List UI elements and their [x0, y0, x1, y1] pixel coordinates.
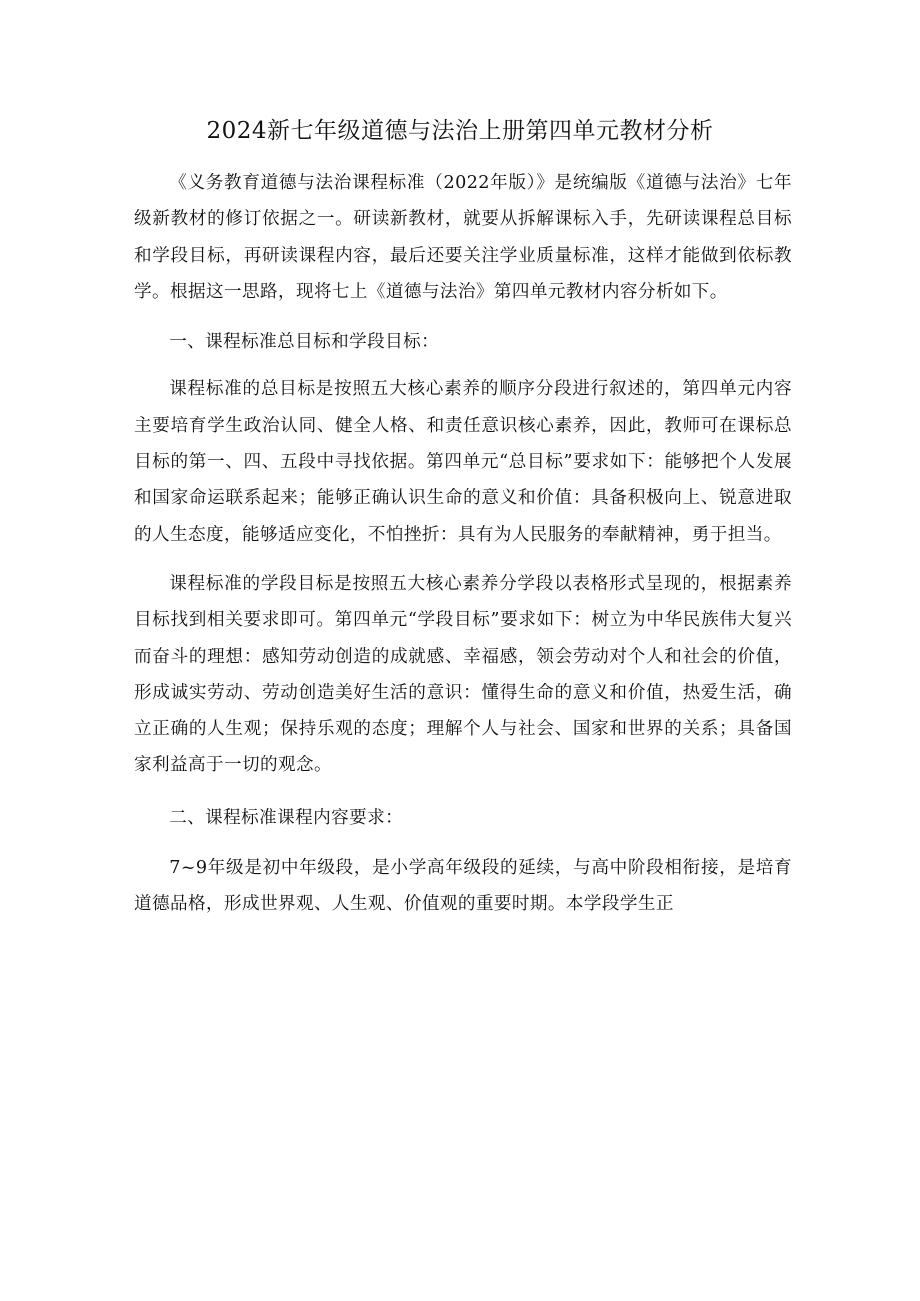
- content-requirement-paragraph: 7~9年级是初中年级段，是小学高年级段的延续，与高中阶段相衔接，是培育道德品格，形成世界观、人生观、价值观的重要时期。本学段学生正: [134, 858, 792, 915]
- overall-goal-paragraph: 课程标准的总目标是按照五大核心素养的顺序分段进行叙述的，第四单元内容主要培育学生政治认同、健全人格、和责任意识核心素养，因此，教师可在课标总目标的第一、四、五段中寻找依据。第四单元“总目标”要求如下：能够把个人发展和国家命运联系起来；能够正确认识生命的意义和价值：具备积极向上、锐意进取的人生态度，能够适应变化，不怕挫折：具有为人民服务的奉献精神，勇于担当。: [134, 379, 792, 545]
- intro-paragraph: 《义务教育道德与法治课程标准（2022年版）》是统编版《道德与法治》七年级新教材的修订依据之一。研读新教材，就要从拆解课标入手，先研读课程总目标和学段目标，再研读课程内容，最后还要关注学业质量标准，这样才能做到依标教学。根据这一思路，现将七上《道德与法治》第四单元教材内容分析如下。: [134, 173, 792, 302]
- document-title: 2024新七年级道德与法治上册第四单元教材分析: [206, 118, 714, 144]
- stage-goal-paragraph: 课程标准的学段目标是按照五大核心素养分学段以表格形式呈现的，根据素养目标找到相关要求即可。第四单元“学段目标”要求如下：树立为中华民族伟大复兴而奋斗的理想：感知劳动创造的成就感、幸福感，领会劳动对个人和社会的价值，形成诚实劳动、劳动创造美好生活的意识：懂得生命的意义和价值，热爱生活，确立正确的人生观；保持乐观的态度；理解个人与社会、国家和世界的关系；具备国家利益高于一切的观念。: [134, 573, 792, 776]
- section-heading-1: 一、课程标准总目标和学段目标：: [169, 332, 440, 353]
- document-body: [134, 165, 792, 923]
- section-heading-2: 二、课程标准课程内容要求：: [169, 807, 404, 828]
